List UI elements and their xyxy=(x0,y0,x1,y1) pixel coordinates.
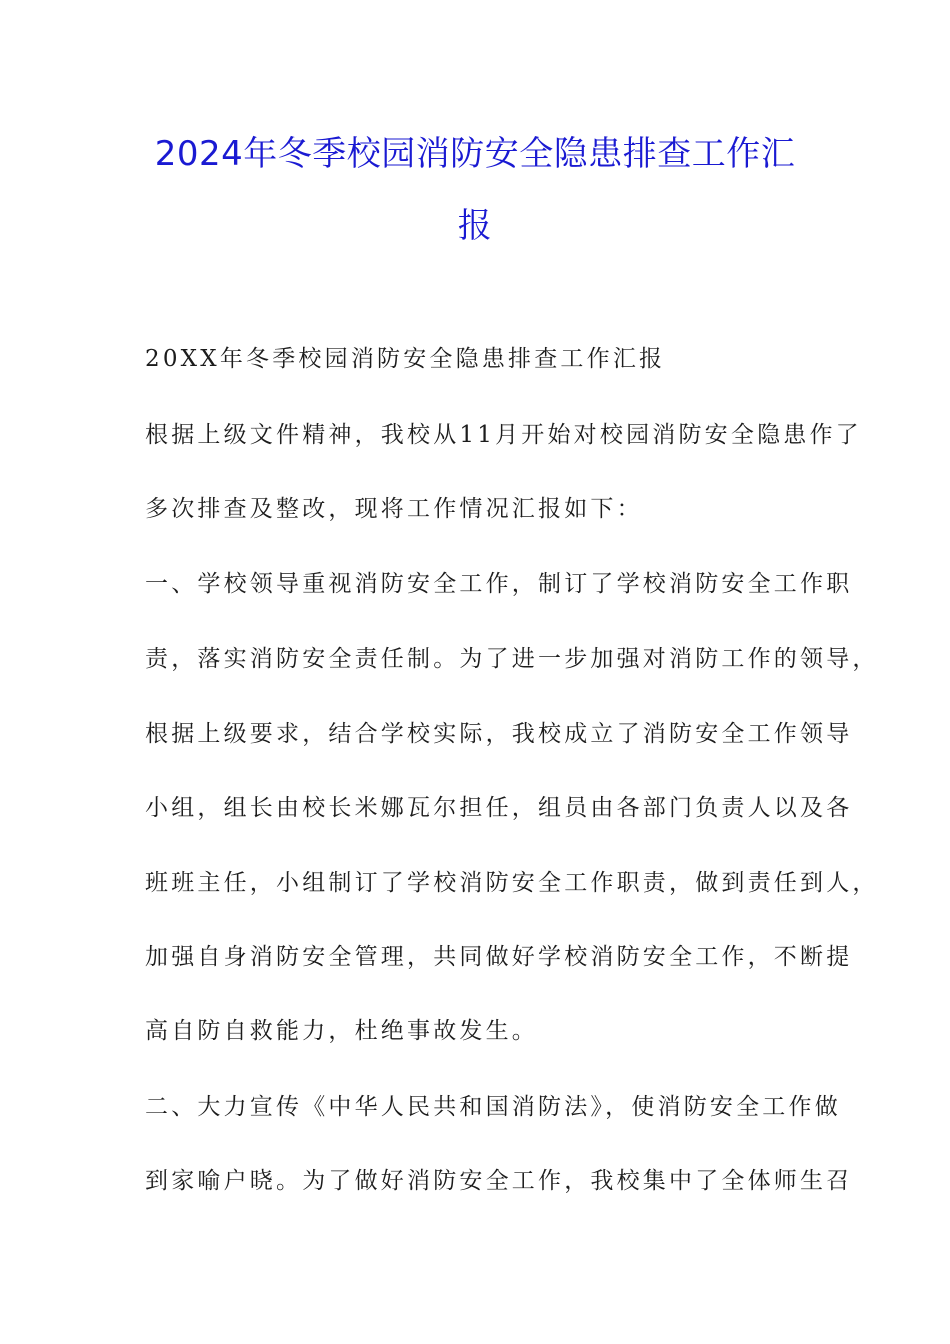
document-title-line-1: 2024年冬季校园消防安全隐患排查工作汇 xyxy=(154,134,796,174)
body-line: 根据上级要求，结合学校实际，我校成立了消防安全工作领导 xyxy=(145,721,853,747)
body-line: 到家喻户晓。为了做好消防安全工作，我校集中了全体师生召 xyxy=(145,1168,853,1194)
body-line: 班班主任，小组制订了学校消防安全工作职责，做到责任到人， xyxy=(145,870,879,896)
subtitle-line: 20XX年冬季校园消防安全隐患排查工作汇报 xyxy=(145,346,666,372)
body-line: 小组，组长由校长米娜瓦尔担任，组员由各部门负责人以及各 xyxy=(145,795,853,821)
body-line: 责，落实消防安全责任制。为了进一步加强对消防工作的领导， xyxy=(145,646,879,672)
body-line: 高自防自救能力，杜绝事故发生。 xyxy=(145,1018,538,1044)
body-line: 加强自身消防安全管理，共同做好学校消防安全工作，不断提 xyxy=(145,944,853,970)
body-line: 二、大力宣传《中华人民共和国消防法》，使消防安全工作做 xyxy=(145,1094,841,1120)
body-line: 根据上级文件精神，我校从11月开始对校园消防安全隐患作了 xyxy=(145,422,862,448)
body-line: 一、学校领导重视消防安全工作，制订了学校消防安全工作职 xyxy=(145,571,853,597)
body-line: 多次排查及整改，现将工作情况汇报如下： xyxy=(145,496,643,522)
document-title-line-2: 报 xyxy=(457,206,493,246)
